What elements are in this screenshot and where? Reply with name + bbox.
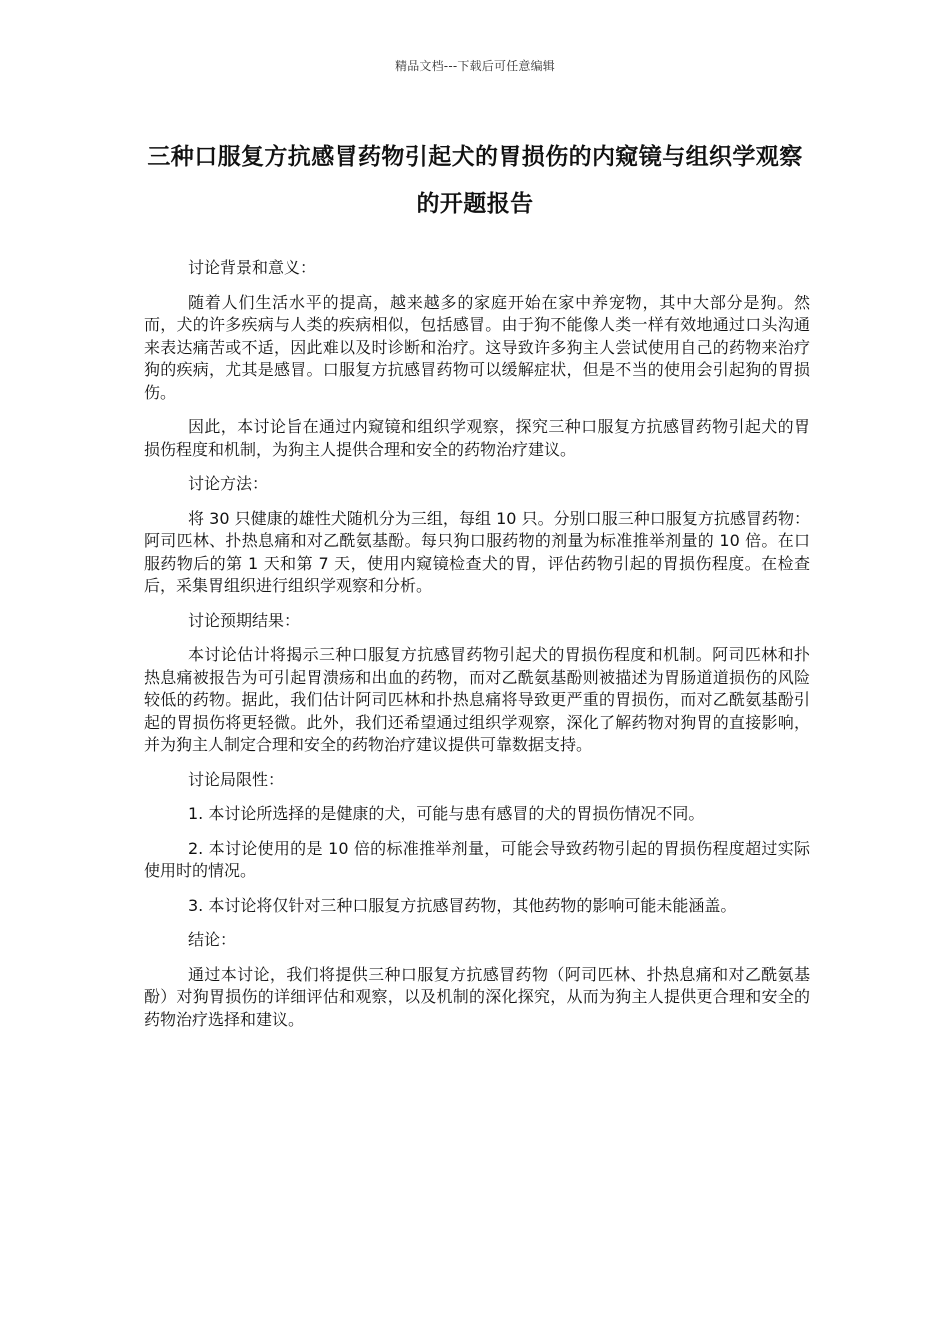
section-heading-methods: 讨论方法：	[188, 474, 269, 493]
paragraph-expected-results: 本讨论估计将揭示三种口服复方抗感冒药物引起犬的胃损伤程度和机制。阿司匹林和扑热息痛被报告为可引起胃溃疡和出血的药物，而对乙酰氨基酚则被描述为胃肠道道损伤的风险较低的药物。据此，我们估计阿司匹林和扑热息痛将导致更严重的胃损伤，而对乙酰氨基酚引起的胃损伤将更轻微。此外，我们还希望通过组织学观察，深化了解药物对狗胃的直接影响，并为狗主人制定合理和安全的药物治疗建议提供可靠数据支持。	[144, 645, 810, 754]
limitation-item-1: 1. 本讨论所选择的是健康的犬，可能与患有感冒的犬的胃损伤情况不同。	[188, 804, 705, 823]
paragraph-conclusion: 通过本讨论，我们将提供三种口服复方抗感冒药物（阿司匹林、扑热息痛和对乙酰氨基酚）对狗胃损伤的详细评估和观察，以及机制的深化探究，从而为狗主人提供更合理和安全的药物治疗选择和建议。	[144, 964, 810, 1029]
paragraph-background: 随着人们生活水平的提高，越来越多的家庭开始在家中养宠物，其中大部分是狗。然而，犬的许多疾病与人类的疾病相似，包括感冒。由于狗不能像人类一样有效地通过口头沟通来表达痛苦或不适，因此难以及时诊断和治疗。这导致许多狗主人尝试使用自己的药物来治疗狗的疾病，尤其是感冒。口服复方抗感冒药物可以缓解症状，但是不当的使用会引起狗的胃损伤。	[144, 292, 810, 402]
document-body	[144, 257, 810, 1043]
document-title: 三种口服复方抗感冒药物引起犬的胃损伤的内窥镜与组织学观察的开题报告	[147, 144, 803, 217]
limitation-item-2: 2. 本讨论使用的是 10 倍的标准推举剂量，可能会导致药物引起的胃损伤程度超过实际使用时的情况。	[144, 838, 810, 880]
paragraph-methods: 将 30 只健康的雄性犬随机分为三组，每组 10 只。分别口服三种口服复方抗感冒药物：阿司匹林、扑热息痛和对乙酰氨基酚。每只狗口服药物的剂量为标准推举剂量的 10 倍。在口服药物后的第 1 天和第 7 天，使用内窥镜检查犬的胃，评估药物引起的胃损伤程度。在检查后，采集胃组织进行组织学观察和分析。	[144, 508, 810, 595]
paragraph-purpose: 因此，本讨论旨在通过内窥镜和组织学观察，探究三种口服复方抗感冒药物引起犬的胃损伤程度和机制，为狗主人提供合理和安全的药物治疗建议。	[144, 417, 810, 459]
section-heading-conclusion: 结论：	[188, 930, 237, 949]
section-heading-background: 讨论背景和意义：	[188, 258, 317, 277]
section-heading-limitations: 讨论局限性：	[188, 769, 285, 789]
section-heading-expected-results: 讨论预期结果：	[188, 610, 301, 630]
header-note: 精品文档---下载后可任意编辑	[395, 59, 555, 73]
limitation-item-3: 3. 本讨论将仅针对三种口服复方抗感冒药物，其他药物的影响可能未能涵盖。	[188, 895, 737, 915]
